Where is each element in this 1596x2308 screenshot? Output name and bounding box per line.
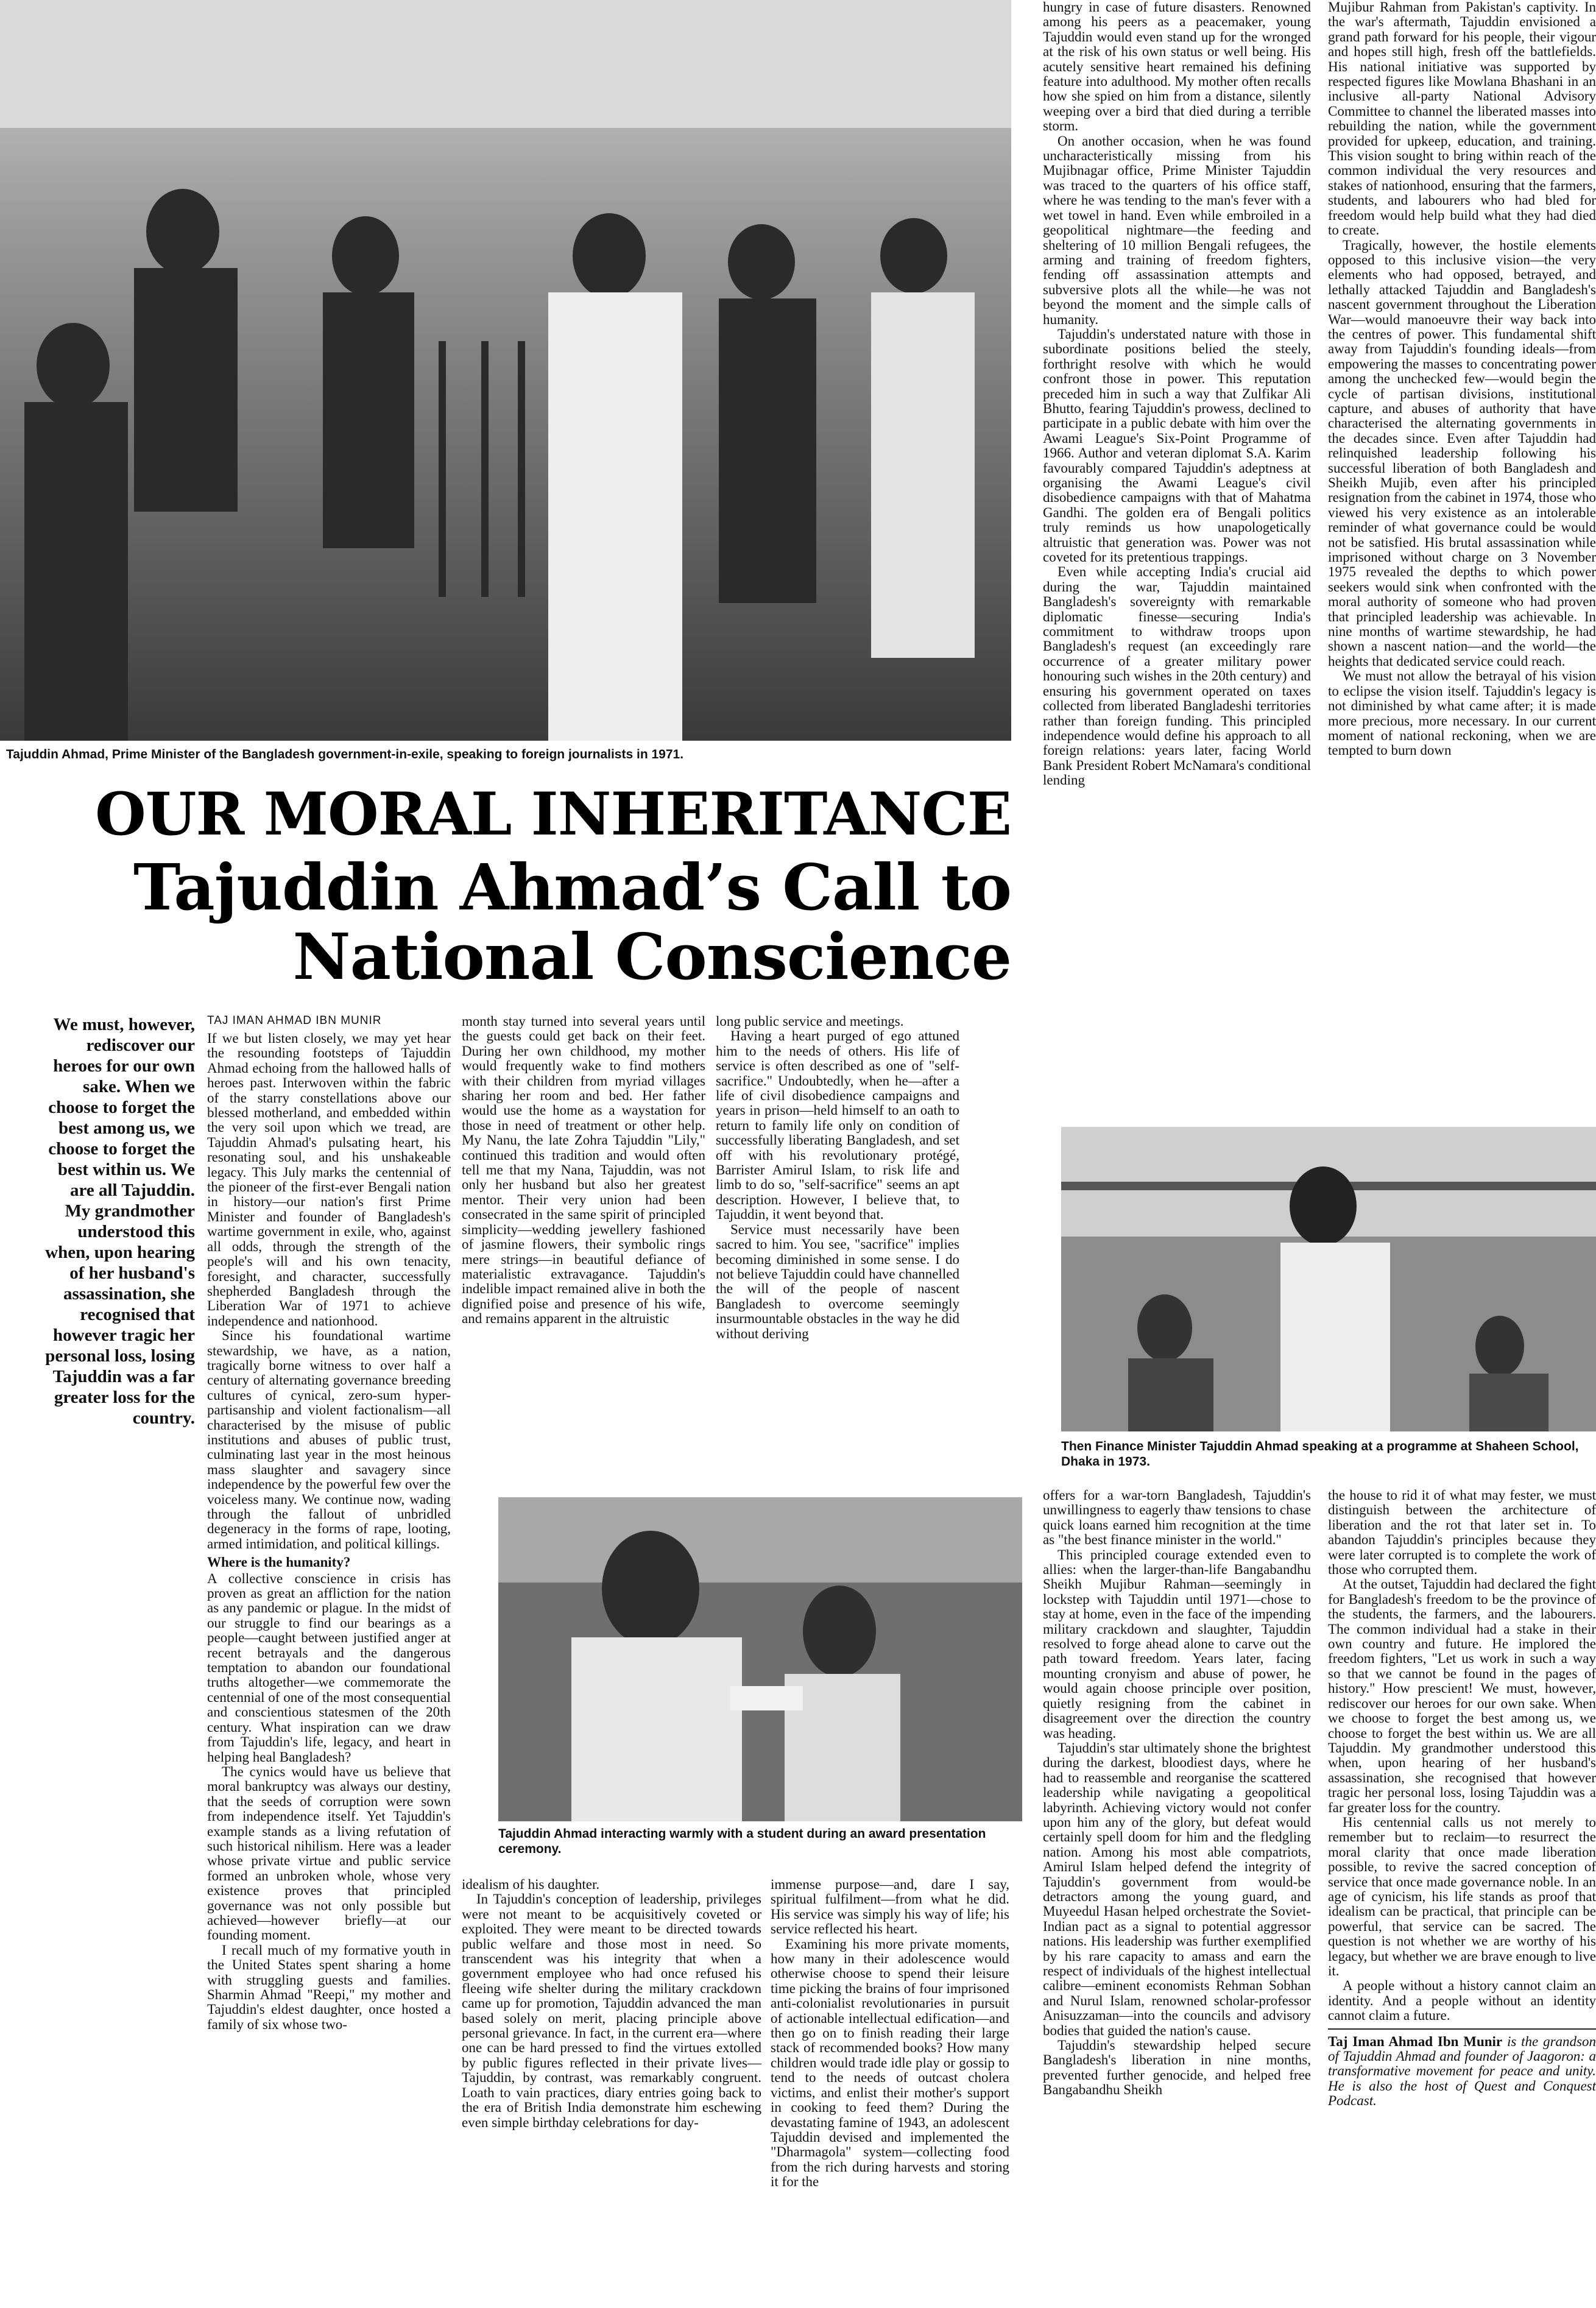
article-column-9 xyxy=(1328,1488,1596,2308)
paragraph: His centennial calls us not merely to remember but to reclaim—to resurrect the moral clarity that once made liberation possible, to revive the sacred conception of service that once made governance noble. In an age of cynicism, his life stands as proof that idealism can be practical, that principle can be powerful, that service can be sacred. The question is not whether we are worthy of his legacy, but whether we are brave enough to live it. xyxy=(1328,1814,1596,1978)
main-photo-image xyxy=(0,0,1011,741)
paragraph: Tajuddin's understated nature with those in subordinate positions belied the steely, forthright resolve with which he would confront those in power. This reputation preceded him in such a way that Zulfikar Ali Bhutto, fearing Tajuddin's prowess, declined to participate in a public debate with him over the Awami League's Six-Point Programme of 1966. Author and veteran diplomat S.A. Karim favourably compared Tajuddin's adeptness at organising the Awami League's civil disobedience campaigns with that of Mahatma Gandhi. The golden era of Bengali politics truly reminds us how unapologetically altruistic that generation was. Power was not coveted for its pretentious trappings. xyxy=(1043,326,1311,565)
byline: TAJ IMAN AHMAD IBN MUNIR xyxy=(207,1014,382,1027)
main-photo-caption: Tajuddin Ahmad, Prime Minister of the Bangladesh government-in-exile, speaking to foreign journalists in 1971. xyxy=(6,747,684,761)
paragraph: idealism of his daughter. xyxy=(462,1877,600,1892)
headline-kicker: OUR MORAL INHERITANCE xyxy=(95,780,1011,849)
paragraph: The cynics would have us believe that moral bankruptcy was always our destiny, that the seeds of corruption were sown from independence itself. Yet Tajuddin's example stands as a living refutation of such historical nihilism. Here was a leader whose private virtue and public service formed an unbroken whole, whose very existence proves that principled governance was not only possible but achieved—however briefly—at our founding moment. xyxy=(207,1763,451,1943)
paragraph: A collective conscience in crisis has proven as great an affliction for the nation as any pandemic or plague. In the midst of our struggle to find our bearings as a people—caught between justified anger at recent betrayals and the dangerous temptation to abandon our foundational truths altogether—we commemorate the centennial of one of the most consequential and conscientious statesmen of the 20th century. What inspiration can we draw from Tajuddin's life, legacy, and heart in helping heal Bangladesh? xyxy=(207,1570,451,1765)
paragraph: This principled courage extended even to allies: when the larger-than-life Bangabandhu Sheikh Mujibur Rahman—seemingly in lockstep with Tajuddin until 1971—chose to stay at home, even in the face of the impending military crackdown and slaughter, Tajuddin resolved to forge ahead alone to carve out the path toward freedom. Years later, facing mounting cronyism and abuse of power, he would again choose principle over position, quietly resigning from the cabinet in disagreement over the direction the country was heading. xyxy=(1043,1547,1311,1741)
article-column-7 xyxy=(771,1877,1009,2308)
paragraph: Tragically, however, the hostile elements opposed to this inclusive vision—the very elements who had opposed, betrayed, and lethally attacked Tajuddin and Bangladesh's nascent government throughout the Liberation War—would manoeuvre their way back into the centres of power. This fundamental shift away from Tajuddin's founding ideals—from empowering the masses to concentrating power among the unchecked few—would begin the cycle of partisan divisions, institutional capture, and abuses of authority that have characterised the alternating governments in the decades since. Even after Tajuddin had relinquished leadership following his successful liberation of both Bangladesh and Sheikh Mujib, even after his principled resignation from the cabinet in 1974, those who viewed his very existence as an intolerable reminder of what governance could be would not be satisfied. His brutal assassination while imprisoned without charge on 3 November 1975 revealed the depths to which power seekers would sink when confronted with the moral authority of someone who had proven that principled leadership was achievable. In nine months of wartime stewardship, he had shown a nascent nation—and the world—the heights that dedicated service could reach. xyxy=(1328,237,1596,669)
paragraph: Since his foundational wartime stewardship, we have, as a nation, tragically borne witness to over half a century of alternating governance breeding cultures of cynical, zero-sum hyper-partisanship and violent factionalism—all characterised by the misuse of public institutions and abuses of public trust, culminating last year in the most heinous mass slaughter and savagery since independence by the powerful few over the voiceless many. We continue now, wading through the fallout of unbridled degeneracy in the forms of rape, looting, armed intimidation, and political killings. xyxy=(207,1328,451,1551)
article-column-8 xyxy=(1043,1488,1311,2308)
paragraph: A people without a history cannot claim an identity. And a people without an identity cannot claim a future. xyxy=(1328,1978,1596,2024)
author-bio xyxy=(1328,2034,1596,2109)
paragraph: Even while accepting India's crucial aid during the war, Tajuddin maintained Bangladesh's sovereignty with remarkable diplomatic finesse—securing India's commitment to withdraw troops upon Bangladesh's request (an exceedingly rare occurrence of a greater military power honouring such wishes in the 20th century) and ensuring his government operated on taxes collected from liberated Bangladeshi territories rather than foreign funding. This principled independence would define his approach to all foreign relations: years later, facing World Bank President Robert McNamara's conditional lending xyxy=(1043,564,1311,788)
paragraph: month stay turned into several years until the guests could get back on their feet. During her own childhood, my mother would frequently wake to find mothers with their children from myriad villages sharing her room and bed. Her father would use the home as a waystation for those in need of treatment or other help. My Nanu, the late Zohra Tajuddin "Lily," continued this tradition and would often tell me that my Nana, Tajuddin, was not only her husband but also her greatest mentor. Their very union had been consecrated in the same spirit of principled simplicity—wedding jewellery fashioned of jasmine flowers, their symbolic rings mere strings—in beautiful defiance of materialistic extravagance. Tajuddin's indelible impact remained alive in both the dignified poise and presence of his wife, and remains apparent in the altruistic xyxy=(462,1014,705,1327)
school-photo-caption: Then Finance Minister Tajuddin Ahmad speaking at a programme at Shaheen School, Dhaka in 1973. xyxy=(1061,1439,1579,1469)
headline-line-2: National Conscience xyxy=(292,919,1011,994)
paragraph: If we but listen closely, we may yet hear the resounding footsteps of Tajuddin Ahmad echoing from the hallowed halls of heroes past. Interwoven within the fabric of the starry constellations above our blessed motherland, and embedded within the very soil upon which we tread, are Tajuddin Ahmad's pulsating heart, his resonating soul, and his unshakeable legacy. This July marks the centennial of the pioneer of the first-ever Bengali nation in history—our nation's first Prime Minister and founder of Bangladesh's wartime government in exile, who, against all odds, through the strength of the people's will and his own tenacity, foresight, and character, successfully shepherded Bangladesh through the Liberation War of 1971 to achieve independence and nationhood. xyxy=(207,1031,451,1329)
article-column-3 xyxy=(716,1014,959,1480)
paragraph: I recall much of my formative youth in the United States spent sharing a home with struggling guests and families. Sharmin Ahmad "Reepi," my mother and Tajuddin's eldest daughter, once hosted a family of six whose two- xyxy=(207,1942,451,2032)
author-bio-text: is the grandson of Tajuddin Ahmad and founder of Jaagoron: a transformative movement for peace and unity. He is also the host of Quest and Conquest Podcast. xyxy=(1328,2033,1596,2109)
ceremony-photo xyxy=(498,1497,1022,1821)
paragraph: At the outset, Tajuddin had declared the fight for Bangladesh's freedom to be the province of the students, the farmers, and the labourers. The common individual had a stake in their own country and future. He implored the freedom fighters, "Let us work in such a way so that we cannot be found in the pages of history." How prescient! We must, however, rediscover our heroes for our own sake. When we choose to forget the best among us, we choose to forget the best within us. We are all Tajuddin. My grandmother understood this when, upon hearing of her husband's assassination, she recognised that however tragic her personal loss, losing Tajuddin was a far greater loss for the country. xyxy=(1328,1576,1596,1815)
paragraph: hungry in case of future disasters. Renowned among his peers as a peacemaker, young Tajuddin would even stand up for the wronged at the risk of his own status or well being. His acutely sensitive heart remained his defining feature into adulthood. My mother often recalls how she spied on him from a distance, silently weeping over a bird that died during a terrible storm. xyxy=(1043,0,1311,134)
ceremony-photo-image xyxy=(498,1497,1022,1821)
paragraph: Service must necessarily have been sacred to him. You see, "sacrifice" implies becoming diminished in some sense. I do not believe Tajuddin could have channelled the will of the people of nascent Bangladesh to overcome seemingly insurmountable obstacles in the way he did without deriving xyxy=(716,1221,959,1341)
paragraph: Examining his more private moments, how many in their adolescence would otherwise choose to spend their leisure time picking the brains of four imprisoned anti-colonialist revolutionaries in pursuit of actionable intellectual edification—and then go on to finish reading their large stack of recommended books? How many children would trade idle play or gossip to tend to the needs of outcast cholera victims, and enlist their mother's support in cooking to feed them? During the devastating famine of 1943, an adolescent Tajuddin devised and implemented the "Dharmagola" system—collecting food from the rich during harvests and storing it for the xyxy=(771,1936,1009,2190)
paragraph: the house to rid it of what may fester, we must distinguish between the architecture of liberation and the rot that later set in. To abandon Tajuddin's principles because they were later corrupted is to complete the work of those who corrupted them. xyxy=(1328,1488,1596,1578)
paragraph: Mujibur Rahman from Pakistan's captivity. In the war's aftermath, Tajuddin envisioned a grand path forward for his people, their vigour and hopes still high, fresh off the battlefields. His national initiative was supported by respected figures like Mowlana Bhashani in an inclusive all-party National Advisory Committee to channel the liberated masses into rebuilding the nation, while the government provided for upkeep, education, and training. This vision sought to bring within reach of the common individual the very resources and stakes of nationhood, ensuring that the farmers, students, and labourers who had bled for freedom would help build what they had died to create. xyxy=(1328,0,1596,238)
paragraph: offers for a war-torn Bangladesh, Tajuddin's unwillingness to eagerly thaw tensions to chase quick loans earned him recognition at the time as "the best finance minister in the world." xyxy=(1043,1488,1311,1548)
paragraph: Having a heart purged of ego attuned him to the needs of others. His life of service is often described as one of "self-sacrifice." Undoubtedly, when he—after a life of civil disobedience campaigns and years in prison—held himself to an oath to return to family life only on condition of successfully liberating Bangladesh, and set off with his revolutionary protégé, Barrister Amirul Islam, to risk life and limb to do so, "self-sacrifice" seems an apt description. However, I believe that, to Tajuddin, it went beyond that. xyxy=(716,1028,959,1223)
ceremony-photo-caption: Tajuddin Ahmad interacting warmly with a student during an award presentation ceremony. xyxy=(498,1827,986,1856)
school-photo-image xyxy=(1061,1127,1596,1431)
article-column-2 xyxy=(462,1014,705,1480)
main-photo xyxy=(0,0,1011,741)
paragraph: long public service and meetings. xyxy=(716,1014,904,1029)
subhead: Where is the humanity? xyxy=(207,1555,351,1570)
article-column-5 xyxy=(1328,0,1596,1115)
article-column-6 xyxy=(462,1877,761,2308)
paragraph: Tajuddin's stewardship helped secure Bangladesh's liberation in nine months, prevented further genocide, and helped free Bangabandhu Sheikh xyxy=(1043,2038,1311,2098)
author-name: Taj Iman Ahmad Ibn Munir xyxy=(1328,2033,1503,2049)
headline-line-1: Tajuddin Ahmad’s Call to xyxy=(133,850,1011,925)
article-column-4 xyxy=(1043,0,1311,1115)
paragraph: immense purpose—and, dare I say, spiritual fulfilment—from what he did. His service was simply his way of life; his service reflected his heart. xyxy=(771,1877,1009,1937)
paragraph: In Tajuddin's conception of leadership, privileges were not meant to be acquisitively coveted or exploited. They were meant to be directed towards public welfare and those most in need. So transcendent was his integrity that when a government employee who had once refused his fleeing wife shelter during the military crackdown came up for promotion, Tajuddin advanced the man based solely on merit, placing principle above personal grievance. In fact, in the current era—where one can be hard pressed to find the virtues extolled by public figures reflected in their private lives—Tajuddin, by contrast, was remarkably congruent. Loath to vain practices, diary entries going back to the era of British India demonstrate him eschewing even simple birthday celebrations for day- xyxy=(462,1891,761,2130)
school-photo xyxy=(1061,1127,1596,1431)
article-column-1 xyxy=(207,1031,451,2308)
pull-quote: We must, however, rediscover our heroes for our own sake. When we choose to forget the best among us, we choose to forget the best within us. We are all Tajuddin. My grandmother understood this when, upon hearing of her husband's assassination, she recognised that however tragic her personal loss, losing Tajuddin was a far greater loss for the country. xyxy=(45,1015,195,1428)
paragraph: We must not allow the betrayal of his vision to eclipse the vision itself. Tajuddin's legacy is not diminished by what came after; it is made more precious, more necessary. In our current moment of national reckoning, when we are tempted to burn down xyxy=(1328,668,1596,758)
bio-divider xyxy=(1328,2028,1596,2030)
paragraph: Tajuddin's star ultimately shone the brightest during the darkest, bloodiest days, where he had to reassemble and reorganise the scattered leadership while navigating a geopolitical labyrinth. Achieving victory would not confer upon him any of the glory, but defeat would certainly spell doom for him and the fledgling nation. Among his most able compatriots, Amirul Islam helped defend the integrity of Tajuddin's government from would-be detractors among the young guard, and Muyeedul Hasan helped orchestrate the Soviet-Indian pact as a signal to potential aggressor nations. His leadership was further exemplified by his rare capacity to amass and earn the respect of individuals of the highest intellectual calibre—eminent economists Rehman Sobhan and Nurul Islam, renowned scholar-professor Anisuzzaman—into the councils and advisory bodies that guided the nation's cause. xyxy=(1043,1740,1311,2038)
paragraph: On another occasion, when he was found uncharacteristically missing from his Mujibnagar office, Prime Minister Tajuddin was traced to the quarters of his office staff, where he was tending to the man's fever with a wet towel in hand. Even while embroiled in a geopolitical nightmare—the feeding and sheltering of 10 million Bengali refugees, the arming and training of freedom fighters, fending off assassination attempts and subversive plots all the while—he was not beyond the moment and the simple calls of humanity. xyxy=(1043,133,1311,327)
